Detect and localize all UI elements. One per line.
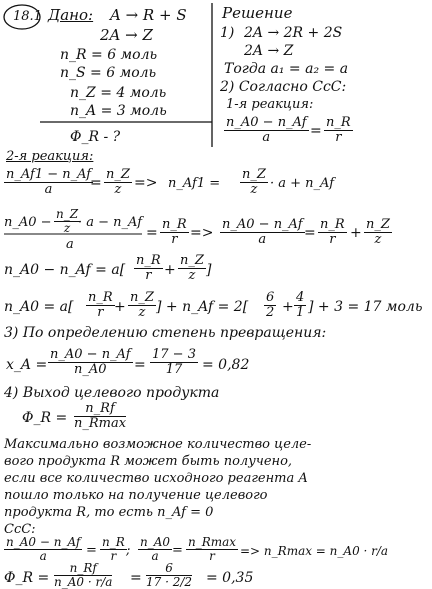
- eq2-arrow: =>: [190, 225, 214, 241]
- given-nZ: n_Z = 4 моль: [70, 85, 167, 101]
- eq1-rhs-tail: · a + n_Af: [270, 176, 335, 191]
- eq5-frac1: $\frac{n\_A0 - n\_Af}{n\_A0}$: [50, 347, 131, 377]
- eq6-frac: n_Rf n_Rmax: [74, 401, 127, 431]
- eq8-lead: Φ_R =: [4, 570, 50, 586]
- given-title: Дано:: [48, 6, 94, 24]
- reaction2-label: 2-я реакция:: [6, 149, 94, 164]
- eq4-plus: +: [114, 299, 126, 315]
- eq1-rhs-left: n_Af1 =: [168, 176, 221, 191]
- fraction-nA0-minus-nAf-over-a: $\frac{n\_A0 - n\_Af}{a}$: [226, 115, 307, 145]
- paragraph-line-5: продукта R, то есть n_Af = 0: [4, 505, 214, 520]
- eq5-result: = 0,82: [202, 357, 250, 373]
- reaction1-label: 1-я реакция:: [226, 97, 314, 112]
- eq5-eq: =: [134, 357, 146, 373]
- step1-reaction-1: 2A → 2R + 2S: [244, 25, 343, 41]
- eq7-frac2: $\frac{n\_R}{r}$: [102, 535, 125, 563]
- paragraph-line-1: Максимально возможное количество целе-: [4, 437, 312, 452]
- eq7-sep: ;: [126, 543, 131, 558]
- eq2-plus: +: [350, 225, 362, 241]
- eq3-lead: n_A0 − n_Af = a[: [4, 262, 126, 278]
- given-nR: n_R = 6 моль: [60, 47, 158, 63]
- solution-title: Решение: [222, 4, 293, 22]
- eq7-eq2: =: [172, 543, 183, 558]
- given-nS: n_S = 6 моль: [60, 65, 157, 81]
- eq3-frac1: $\frac{n\_R}{r}$: [136, 253, 161, 283]
- eq4-tail: ] + 3 = 17 моль: [308, 299, 423, 315]
- step1-label: 1): [220, 25, 235, 41]
- eq3-close: ]: [206, 262, 212, 278]
- step2-label: 2) Согласно СсС:: [220, 79, 347, 95]
- eq6-lead: Φ_R =: [22, 410, 68, 426]
- eq8-frac1: $\frac{n\_Rf}{n\_A0 \cdot r/a}$: [54, 561, 113, 589]
- eq7-frac3: $\frac{n\_A0}{a}$: [140, 535, 171, 563]
- eq2-rhs2-frac: $\frac{n\_A0 - n\_Af}{a}$: [222, 217, 303, 247]
- eq2-den: a: [66, 237, 74, 252]
- eq5-frac2: $\frac{17 - 3}{17}$: [152, 347, 196, 377]
- eq7-frac1: $\frac{n\_A0 - n\_Af}{a}$: [6, 535, 81, 563]
- reaction-2: 2A → Z: [100, 26, 153, 44]
- eq3-plus: +: [164, 262, 176, 278]
- eq4-frac4: $\frac{4}{1}$: [296, 290, 305, 320]
- eq8-frac2: $\frac{6}{17 \cdot 2/2}$: [146, 561, 193, 589]
- eq1-rhs-frac: $\frac{n\_Z}{z}$: [242, 167, 266, 197]
- eq4-frac1: $\frac{n\_R}{r}$: [88, 290, 113, 320]
- eq5-lead: x_A =: [6, 357, 48, 373]
- eq2-tail: · a − n_Af: [78, 215, 143, 230]
- find-phi-R: Φ_R - ?: [70, 129, 121, 145]
- eq4-plus2: +: [282, 299, 294, 315]
- eq1-frac-a: $\frac{n\_Af1 - n\_Af}{a}$: [6, 167, 92, 197]
- step1-reaction-2: 2A → Z: [244, 43, 294, 59]
- eq1-frac-b: $\frac{n\_Z}{z}$: [106, 167, 130, 197]
- css-label: СсС:: [4, 522, 36, 537]
- eq2-rhs3-frac: $\frac{n\_R}{r}$: [320, 217, 345, 247]
- eq7-eq1: =: [86, 543, 97, 558]
- eq4-lead: n_A0 = a[: [4, 299, 74, 315]
- eq3-frac2: $\frac{n\_Z}{z}$: [180, 253, 204, 283]
- eq4-frac2: $\frac{n\_Z}{z}$: [130, 290, 154, 320]
- paragraph-line-3: если все количество исходного реагента A: [4, 471, 308, 486]
- eq4-frac3: $\frac{6}{2}$: [266, 290, 275, 320]
- step4-label: 4) Выход целевого продукта: [4, 385, 220, 401]
- eq2-rhs4-frac: $\frac{n\_Z}{z}$: [366, 217, 390, 247]
- fraction-nR-over-r: $\frac{n\_R}{r}$: [326, 115, 351, 145]
- step3-label: 3) По определению степень превращения:: [4, 325, 327, 341]
- eq8-result: = 0,35: [206, 570, 254, 586]
- handwritten-solution-sheet: 18.1 Дано: A → R + S 2A → Z n_R = 6 моль n_S = 6 моль n_Z = 4 моль n_A = 3 моль Φ_R - ? Решение 1) 2A → 2R + 2S 2A → Z Тогда a₁ = a₂ = a 2) Согласно СсС: 1-я реакция: $\frac{n\_A0 - n\_Af}{a}$ = $\frac{n\_R}{r}$ 2-я реакция: $\frac{n\_Af1 - n\_Af}{a}$ = $\frac{n\_Z}{z}$ => n_Af1 = $\frac{n\_Z}{z}$ · a + n_Af n_A0 − $\frac{n\_Z}{z}$ · a − n_Af a = $\frac{n\_R}{r}$ => $\frac{n\_A0 - n\_Af}{a}$ = $\frac{n\_R}{r}$ + $\frac{n\_Z}{z}$ n_A0 − n_Af = a[ $\frac{n\_R}{r}$ + $\frac{n\_Z}{z}$ ] n_A0 = a[ $\frac{n\_R}{r}$ + $\frac{n\_Z}{z}$ ] + n_Af = 2[ $\frac{6}{2}$ + $\frac{4}{1}$ ] + 3 = 17 моль 3) По определению степень превращения: x_A = $\frac{n\_A0 - n\_Af}{n\_A0}$ = $\frac{17 - 3}{17}$ = 0,82 4) Выход целевого продукта Φ_R = n_Rf n_Rmax Максимально возможное количество целе- вого продукта R может быть получено, если все количество исходного реагента A пошло только на получение целевого продукта R, то есть n_Af = 0 СсС: $\frac{n\_A0 - n\_Af}{a}$ = $\frac{n\_R}{r}$ ; $\frac{n\_A0}{a}$ = n_Rmax r => n_Rmax = n_A0 · r/a Φ_R = $\frac{n\_Rf}{n\_A0 \cdot r/a}$ = $\frac{6}{17 \cdot 2/2}$ = 0,35: [0, 0, 432, 587]
- eq2-rhs1-frac: $\frac{n\_R}{r}$: [162, 217, 187, 247]
- eq7-tail: => n_Rmax = n_A0 · r/a: [240, 544, 389, 558]
- paragraph-line-4: пошло только на получение целевого: [4, 488, 268, 503]
- reaction-1: A → R + S: [110, 6, 187, 24]
- paragraph-line-2: вого продукта R может быть получено,: [4, 454, 293, 469]
- eq1-arrow: =>: [134, 175, 158, 191]
- given-nA: n_A = 3 моль: [70, 103, 167, 119]
- then-statement: Тогда a₁ = a₂ = a: [224, 61, 349, 77]
- eq2-lead: n_A0 −: [4, 215, 52, 230]
- eq4-mid: ] + n_Af = 2[: [156, 299, 249, 315]
- eq8-eq: =: [130, 570, 142, 586]
- problem-number: 18.1: [13, 9, 42, 24]
- eq2-inner-frac: $\frac{n\_Z}{z}$: [56, 207, 79, 235]
- eq7-frac4: n_Rmax r: [188, 535, 237, 563]
